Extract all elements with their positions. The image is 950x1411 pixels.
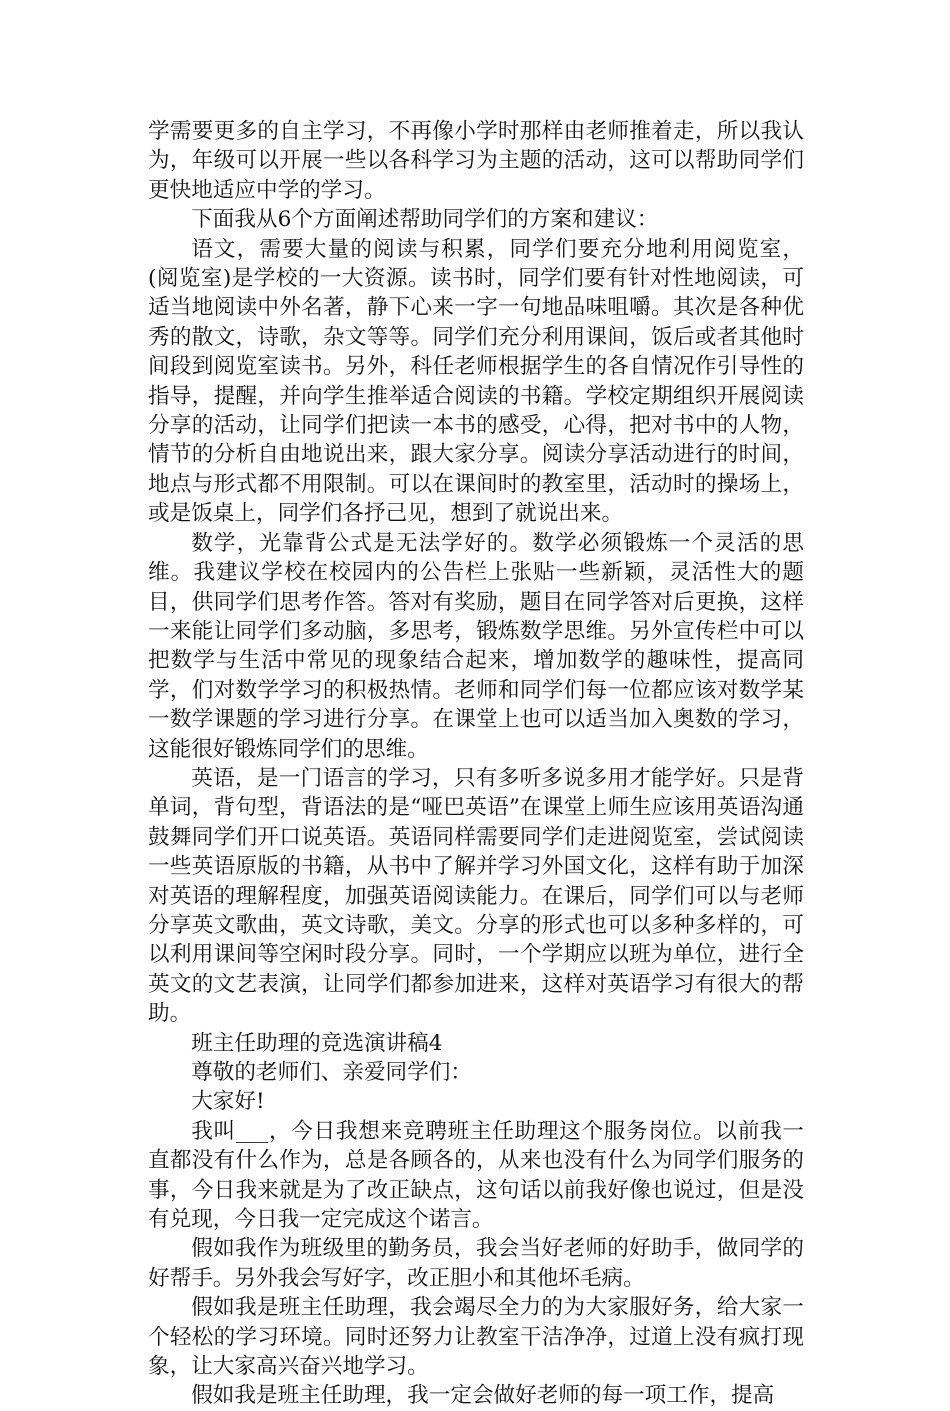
paragraph-math: 数学，光靠背公式是无法学好的。数学必须锻炼一个灵活的思维。我建议学校在校园内的公告栏上张贴一些新颖，灵活性大的题目，供同学们思考作答。答对有奖励，题目在同学答对后更换，这样一来能让同学们多动脑，多思考，锻炼数学思维。另外宣传栏中可以把数学与生活中常见的现象结合起来，增加数学的趣味性，提高同学，们对数学学习的积极热情。老师和同学们每一位都应该对数学某一数学课题的学习进行分享。在课堂上也可以适当加入奥数的学习，这能很好锻炼同学们的思维。 bbox=[148, 530, 804, 762]
paragraph-chinese: 语文，需要大量的阅读与积累，同学们要充分地利用阅览室，(阅览室)是学校的一大资源。读书时，同学们要有针对性地阅读，可适当地阅读中外名著，静下心来一字一句地品味咀嚼。其次是各种优秀的散文，诗歌，杂文等等。同学们充分利用课间，饭后或者其他时间段到阅览室读书。另外，科任老师根据学生的各自情况作引导性的指导，提醒，并向学生推举适合阅读的书籍。学校定期组织开展阅读分享的活动，让同学们把读一本书的感受，心得，把对书中的人物，情节的分析自由地说出来，跟大家分享。阅读分享活动进行的时间，地点与形式都不用限制。可以在课间时的教室里，活动时的操场上，或是饭桌上，同学们各抒己见，想到了就说出来。 bbox=[148, 236, 804, 527]
paragraph-self-intro: 我叫___，今日我想来竞聘班主任助理这个服务岗位。以前我一直都没有什么作为，总是各顾各的，从来也没有什么为同学们服务的事，今日我来就是为了改正缺点，这句话以前我好像也说过，但是没有兑现，今日我一定完成这个诺言。 bbox=[148, 1118, 804, 1233]
paragraph-assistant-3: 假如我是班主任助理，我一定会做好老师的每一项工作，提高 bbox=[191, 1383, 775, 1409]
greeting: 大家好! bbox=[191, 1089, 265, 1115]
salutation: 尊敬的老师们、亲爱同学们： bbox=[191, 1060, 472, 1085]
document-page bbox=[148, 117, 804, 1411]
section-heading: 班主任助理的竞选演讲稿4 bbox=[191, 1030, 443, 1056]
paragraph-assistant-2: 假如我是班主任助理，我会竭尽全力的为大家服好务，给大家一个轻松的学习环境。同时还努力让教室干洁净净，过道上没有疯打现象，让大家高兴奋兴地学习。 bbox=[148, 1295, 804, 1380]
paragraph-plan-intro: 下面我从6个方面阐述帮助同学们的方案和建议： bbox=[191, 207, 659, 233]
paragraph-continuation: 学需要更多的自主学习，不再像小学时那样由老师推着走，所以我认为，年级可以开展一些以各科学习为主题的活动，这可以帮助同学们更快地适应中学的学习。 bbox=[148, 119, 804, 203]
paragraph-assistant-1: 假如我作为班级里的勤务员，我会当好老师的好助手，做同学的好帮手。另外我会写好字，改正胆小和其他坏毛病。 bbox=[148, 1236, 804, 1291]
paragraph-english: 英语，是一门语言的学习，只有多听多说多用才能学好。只是背单词，背句型，背语法的是“哑巴英语”在课堂上师生应该用英语沟通鼓舞同学们开口说英语。英语同样需要同学们走进阅览室，尝试阅读一些英语原版的书籍，从书中了解并学习外国文化，这样有助于加深对英语的理解程度，加强英语阅读能力。在课后，同学们可以与老师分享英文歌曲，英文诗歌，美文。分享的形式也可以多种多样的，可以利用课间等空闲时段分享。同时，一个学期应以班为单位，进行全英文的文艺表演，让同学们都参加进来，这样对英语学习有很大的帮助。 bbox=[148, 765, 804, 1027]
